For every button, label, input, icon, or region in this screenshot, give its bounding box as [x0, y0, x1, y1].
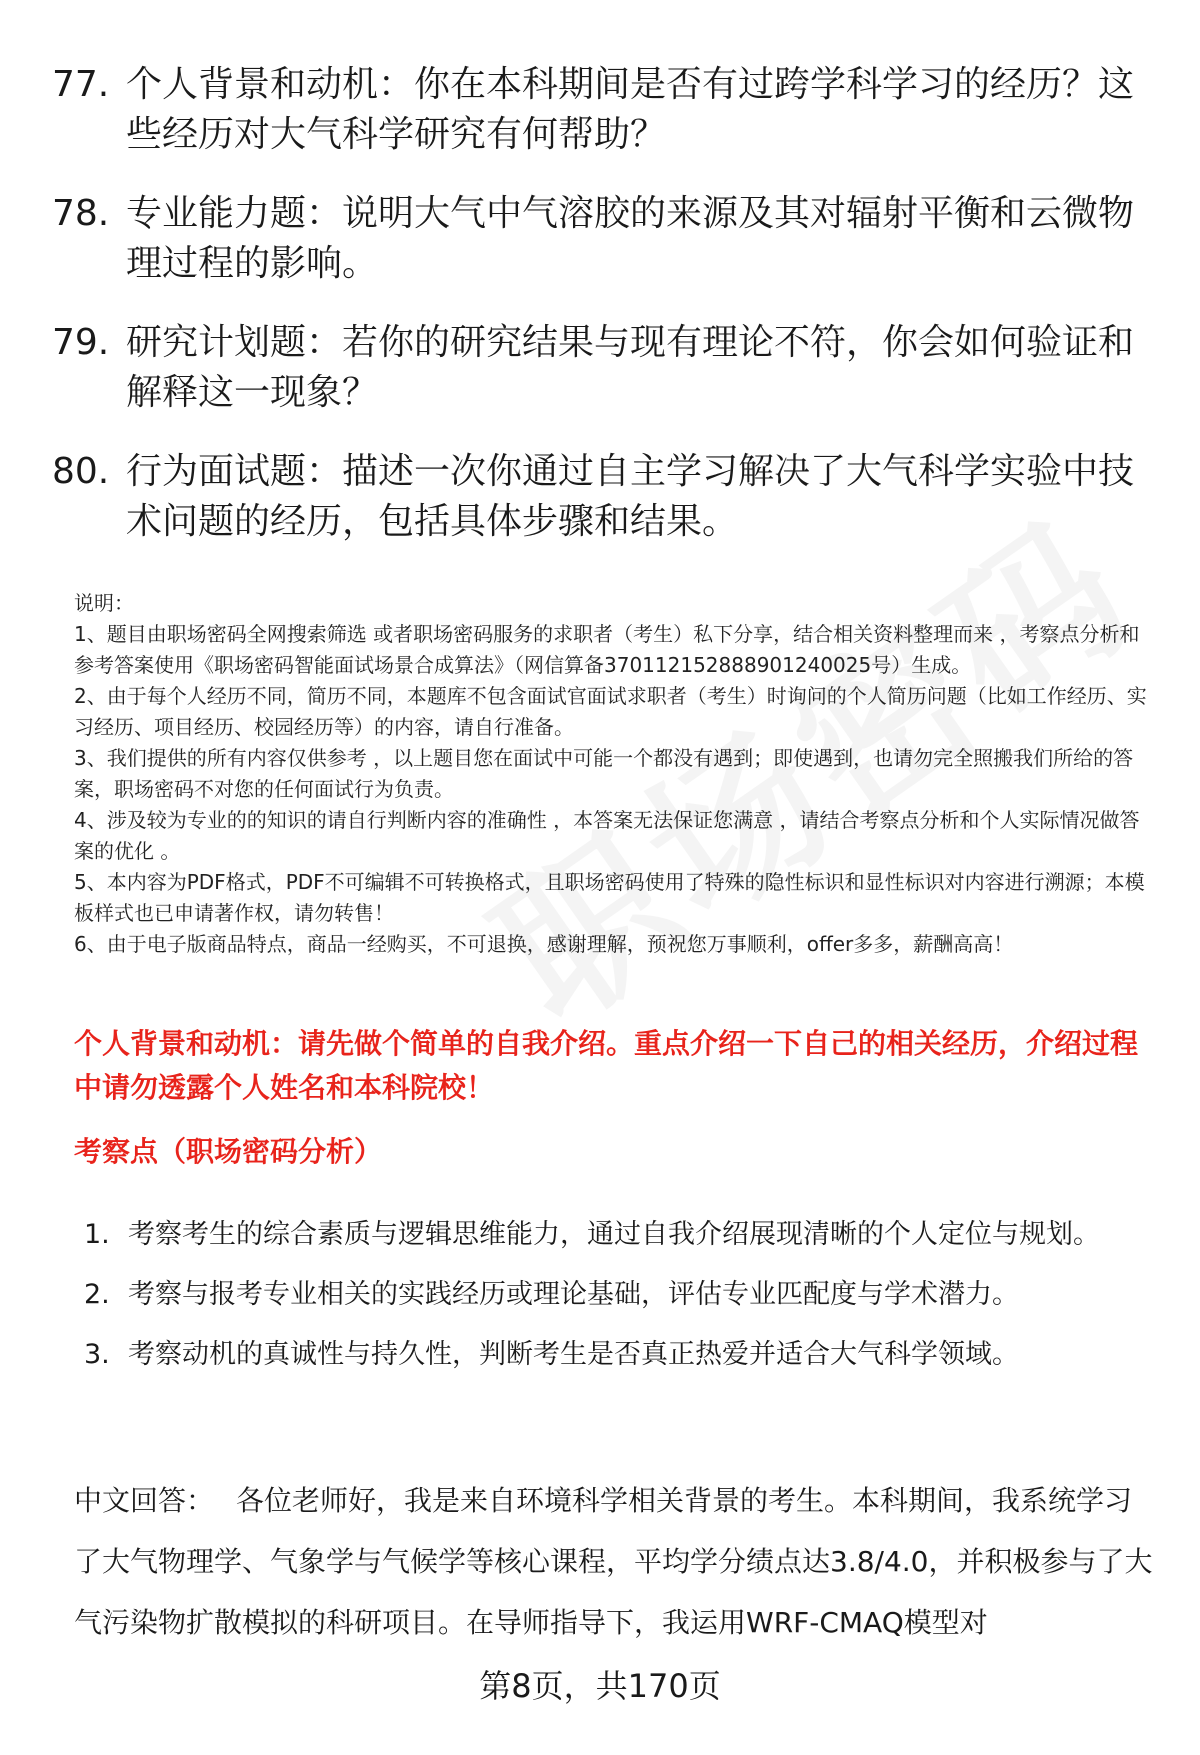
note-item: 6、由于电子版商品特点，商品一经购买，不可退换，感谢理解，预祝您万事顺利，offer多多，薪酬高高！ — [74, 932, 1014, 956]
question-list — [52, 60, 1152, 576]
answer-label: 中文回答： — [74, 1484, 215, 1517]
note-item: 4、涉及较为专业的的知识的请自行判断内容的准确性 ，本答案无法保证您满意 ，请结合考察点分析和个人实际情况做答案的优化 。 — [74, 808, 1140, 863]
question-text: 个人背景和动机：你在本科期间是否有过跨学科学习的经历？这些经历对大气科学研究有何帮助？ — [126, 64, 1135, 155]
note-item: 1、题目由职场密码全网搜索筛选 或者职场密码服务的求职者（考生）私下分享，结合相关资料整理而来 ，考察点分析和参考答案使用《职场密码智能面试场景合成算法》（网信算备370112152888901240025号）生成。 — [74, 622, 1140, 677]
question-item — [52, 189, 1152, 289]
point-number: 3. — [84, 1339, 110, 1370]
note-item: 3、我们提供的所有内容仅供参考 ，以上题目您在面试中可能一个都没有遇到；即使遇到，也请勿完全照搬我们所给的答案，职场密码不对您的任何面试行为负责。 — [74, 746, 1134, 801]
question-text: 专业能力题：说明大气中气溶胶的来源及其对辐射平衡和云微物理过程的影响。 — [126, 193, 1135, 284]
point-item — [84, 1325, 1154, 1385]
question-text: 行为面试题：描述一次你通过自主学习解决了大气科学实验中技术问题的经历，包括具体步骤和结果。 — [126, 451, 1135, 542]
question-item — [52, 318, 1152, 418]
question-text: 研究计划题：若你的研究结果与现有理论不符，你会如何验证和解释这一现象？ — [126, 322, 1135, 413]
question-number: 79. — [52, 322, 110, 363]
point-item — [84, 1205, 1154, 1265]
question-number: 80. — [52, 451, 110, 492]
point-number: 1. — [84, 1219, 110, 1250]
section-heading: 个人背景和动机：请先做个简单的自我介绍。重点介绍一下自己的相关经历，介绍过程中请勿透露个人姓名和本科院校！ — [74, 1027, 1139, 1104]
point-item — [84, 1265, 1154, 1325]
notes-title: 说明： — [74, 591, 134, 615]
point-text: 考察动机的真诚性与持久性，判断考生是否真正热爱并适合大气科学领域。 — [128, 1339, 1019, 1370]
answer-block — [74, 1470, 1159, 1653]
points-list — [84, 1205, 1154, 1385]
question-item — [52, 447, 1152, 547]
question-number: 77. — [52, 64, 110, 105]
page-number: 第8页，共170页 — [479, 1667, 721, 1705]
notes-block — [74, 588, 1154, 960]
points-title: 考察点（职场密码分析） — [74, 1135, 383, 1168]
question-number: 78. — [52, 193, 110, 234]
note-item: 5、本内容为PDF格式，PDF不可编辑不可转换格式，且职场密码使用了特殊的隐性标识和显性标识对内容进行溯源；本模板样式也已申请著作权，请勿转售！ — [74, 870, 1145, 925]
question-item — [52, 60, 1152, 160]
note-item: 2、由于每个人经历不同，简历不同，本题库不包含面试官面试求职者（考生）时询问的个人简历问题（比如工作经历、实习经历、项目经历、校园经历等）的内容，请自行准备。 — [74, 684, 1147, 739]
point-number: 2. — [84, 1279, 110, 1310]
point-text: 考察考生的综合素质与逻辑思维能力，通过自我介绍展现清晰的个人定位与规划。 — [128, 1219, 1100, 1250]
answer-text: 各位老师好，我是来自环境科学相关背景的考生。本科期间，我系统学习了大气物理学、气象学与气候学等核心课程，平均学分绩点达3.8/4.0，并积极参与了大气污染物扩散模拟的科研项目。在导师指导下，我运用WRF-CMAQ模型对 — [74, 1484, 1153, 1639]
point-text: 考察与报考专业相关的实践经历或理论基础，评估专业匹配度与学术潜力。 — [128, 1279, 1019, 1310]
